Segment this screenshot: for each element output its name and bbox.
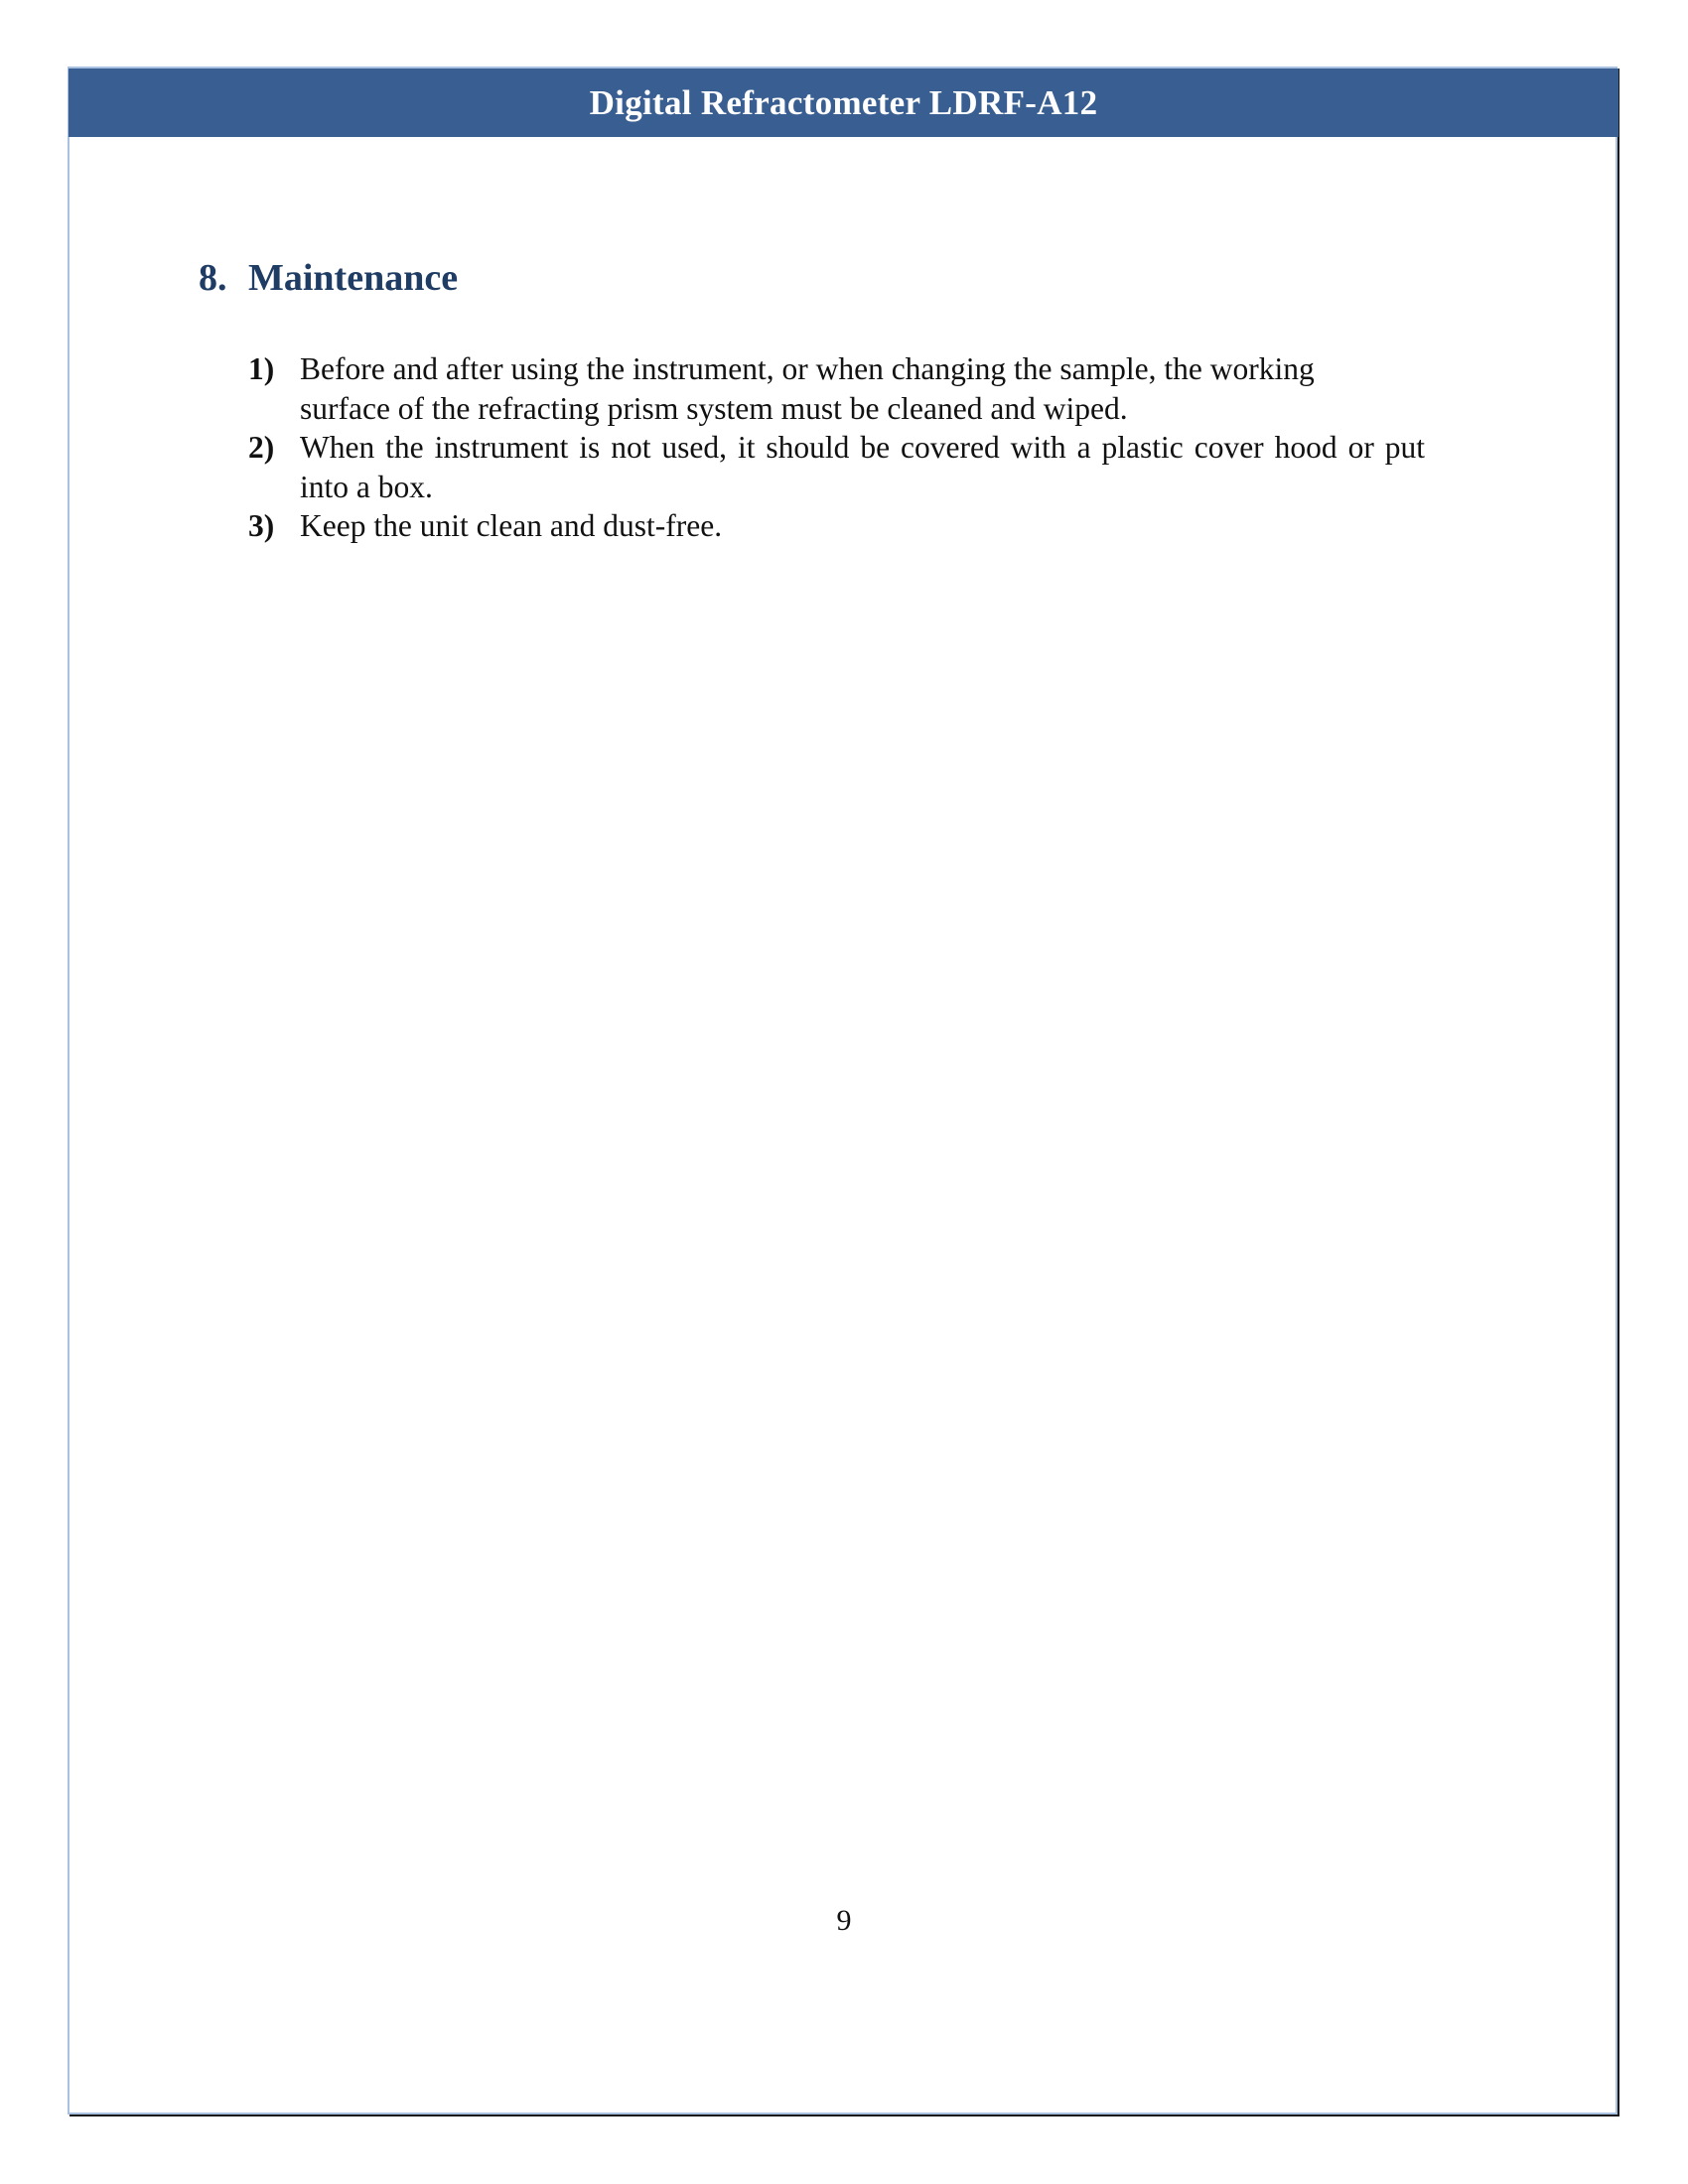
list-item-text: When the instrument is not used, it should be covered with a plastic cover hood or put into a box. <box>300 430 1425 504</box>
section-number: 8. <box>199 257 227 299</box>
section-heading <box>199 256 458 300</box>
page-number: 9 <box>836 1904 852 1937</box>
document-header <box>69 68 1618 137</box>
list-item-text: Keep the unit clean and dust-free. <box>300 508 723 543</box>
list-item <box>248 428 1425 506</box>
list-item <box>248 506 1425 546</box>
list-item-text: Before and after using the instrument, or when changing the sample, the working surface of the refracting prism system must be cleaned and wiped. <box>300 351 1315 426</box>
list-item <box>248 349 1425 428</box>
document-title: Digital Refractometer LDRF-A12 <box>589 83 1098 122</box>
list-marker: 1) <box>248 351 275 386</box>
list-marker: 2) <box>248 430 275 465</box>
list-marker: 3) <box>248 508 275 543</box>
section-title: Maintenance <box>248 257 459 299</box>
maintenance-list <box>248 349 1425 546</box>
